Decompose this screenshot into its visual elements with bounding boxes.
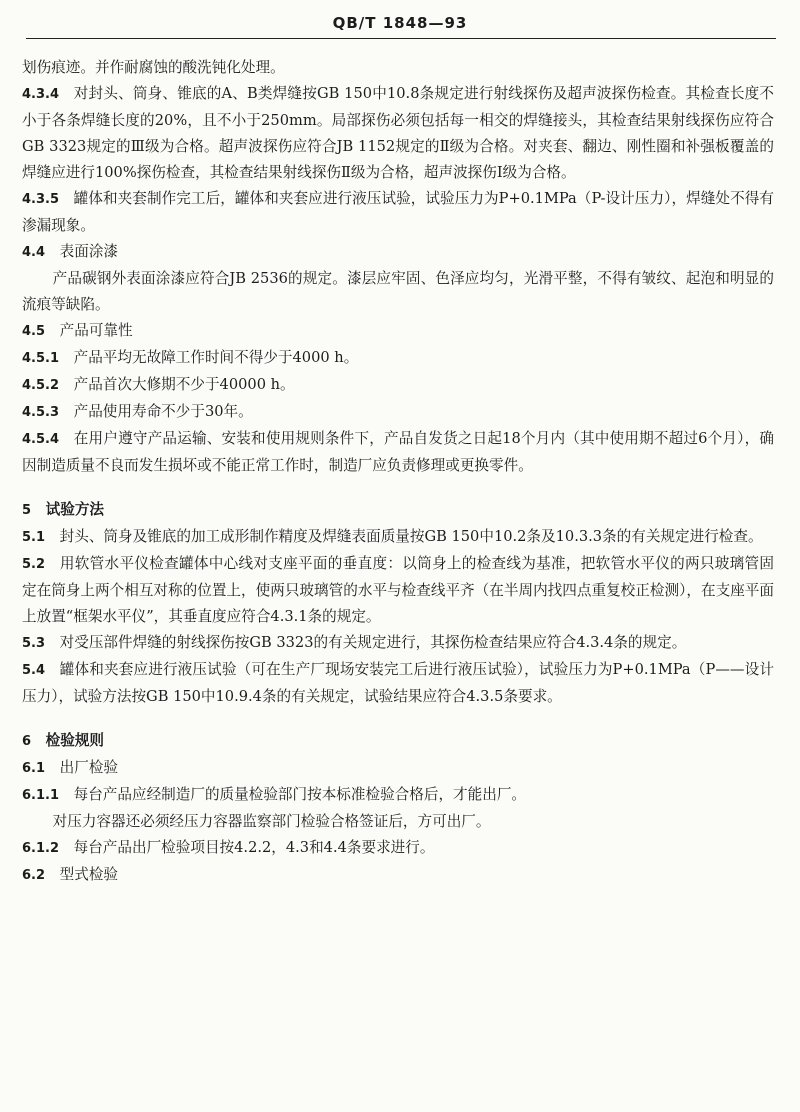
clause-number: 6.1.2 <box>22 841 60 856</box>
document-body <box>22 55 774 889</box>
clause-number: 4.3.5 <box>22 192 60 207</box>
clause-paragraph <box>22 835 774 862</box>
section-heading <box>22 497 774 524</box>
clause-number: 4.4 <box>22 245 46 260</box>
clause-paragraph <box>22 630 774 657</box>
clause-paragraph <box>22 755 774 782</box>
clause-text: 型式检验 <box>59 866 119 883</box>
clause-text: 划伤痕迹。并作耐腐蚀的酸洗钝化处理。 <box>22 59 285 76</box>
clause-text: 出厂检验 <box>59 759 119 776</box>
clause-number: 5 <box>22 503 32 518</box>
section-gap <box>22 479 774 497</box>
clause-paragraph <box>22 81 774 186</box>
clause-text: 对封头、筒身、锥底的A、B类焊缝按GB 150中10.8条规定进行射线探伤及超声波探伤检查。其检查长度不小于各条焊缝长度的20%，且不小于250mm。局部探伤必须包括每一相交的焊缝接头，其检查结果射线探伤应符合GB 3323规定的Ⅲ级为合格。超声波探伤应符合JB 1152规定的Ⅱ级为合格。对夹套、翻边、刚性圈和补强板覆盖的焊缝应进行100%探伤检查，其检查结果射线探伤Ⅱ级为合格，超声波探伤Ⅰ级为合格。 <box>22 85 774 181</box>
clause-number: 4.3.4 <box>22 87 60 102</box>
clause-text: 罐体和夹套制作完工后，罐体和夹套应进行液压试验，试验压力为P+0.1MPa（P-设计压力），焊缝处不得有渗漏现象。 <box>22 190 774 234</box>
clause-text: 试验方法 <box>45 501 105 518</box>
clause-number: 5.2 <box>22 557 46 572</box>
clause-text: 产品首次大修期不少于40000 h。 <box>73 376 295 393</box>
clause-paragraph <box>22 426 774 479</box>
clause-number: 4.5.4 <box>22 432 60 447</box>
clause-number: 6.2 <box>22 868 46 883</box>
clause-text: 产品可靠性 <box>59 322 133 339</box>
clause-paragraph <box>22 551 774 630</box>
header-rule <box>26 38 776 39</box>
clause-number: 6.1 <box>22 761 46 776</box>
clause-number: 4.5.3 <box>22 405 60 420</box>
clause-paragraph <box>22 239 774 266</box>
clause-text: 在用户遵守产品运输、安装和使用规则条件下，产品自发货之日起18个月内（其中使用期不超过6个月），确因制造质量不良而发生损坏或不能正常工作时，制造厂应负责修理或更换零件。 <box>22 430 774 474</box>
clause-text: 对压力容器还必须经压力容器监察部门检验合格签证后，方可出厂。 <box>52 813 491 830</box>
clause-number: 4.5.2 <box>22 378 60 393</box>
clause-text: 封头、筒身及锥底的加工成形制作精度及焊缝表面质量按GB 150中10.2条及10.3.3条的有关规定进行检查。 <box>59 528 763 545</box>
clause-number: 5.3 <box>22 636 46 651</box>
section-heading <box>22 728 774 755</box>
clause-paragraph <box>22 266 774 318</box>
clause-number: 6 <box>22 734 32 749</box>
clause-paragraph <box>22 186 774 239</box>
clause-paragraph <box>22 657 774 710</box>
clause-paragraph <box>22 524 774 551</box>
clause-paragraph <box>22 782 774 809</box>
clause-paragraph <box>22 399 774 426</box>
clause-text: 每台产品应经制造厂的质量检验部门按本标准检验合格后，才能出厂。 <box>73 786 527 803</box>
clause-number: 5.4 <box>22 663 46 678</box>
clause-text: 罐体和夹套应进行液压试验（可在生产厂现场安装完工后进行液压试验），试验压力为P+0.1MPa（P——设计压力），试验方法按GB 150中10.9.4条的有关规定，试验结果应符合4.3.5条要求。 <box>22 661 774 705</box>
clause-text: 对受压部件焊缝的射线探伤按GB 3323的有关规定进行，其探伤检查结果应符合4.3.4条的规定。 <box>59 634 687 651</box>
clause-number: 6.1.1 <box>22 788 60 803</box>
clause-paragraph <box>22 318 774 345</box>
clause-paragraph <box>22 809 774 835</box>
clause-text: 用软管水平仪检查罐体中心线对支座平面的垂直度：以筒身上的检查线为基准，把软管水平仪的两只玻璃管固定在筒身上两个相互对称的位置上，使两只玻璃管的水平与检查线平齐（在半周内找四点重复校正检测），在支座平面上放置“框架水平仪”，其垂直度应符合4.3.1条的规定。 <box>22 555 774 625</box>
clause-number: 5.1 <box>22 530 46 545</box>
clause-number: 4.5.1 <box>22 351 60 366</box>
page-header-standard-number: QB/T 1848—93 <box>332 14 468 32</box>
clause-paragraph <box>22 55 774 81</box>
clause-text: 检验规则 <box>45 732 105 749</box>
clause-text: 表面涂漆 <box>59 243 119 260</box>
clause-number: 4.5 <box>22 324 46 339</box>
clause-paragraph <box>22 372 774 399</box>
clause-text: 产品平均无故障工作时间不得少于4000 h。 <box>73 349 359 366</box>
clause-text: 产品碳钢外表面涂漆应符合JB 2536的规定。漆层应牢固、色泽应均匀，光滑平整，不得有皱纹、起泡和明显的流痕等缺陷。 <box>22 270 774 313</box>
clause-paragraph <box>22 862 774 889</box>
clause-text: 产品使用寿命不少于30年。 <box>73 403 253 420</box>
clause-paragraph <box>22 345 774 372</box>
clause-text: 每台产品出厂检验项目按4.2.2，4.3和4.4条要求进行。 <box>73 839 435 856</box>
section-gap <box>22 710 774 728</box>
